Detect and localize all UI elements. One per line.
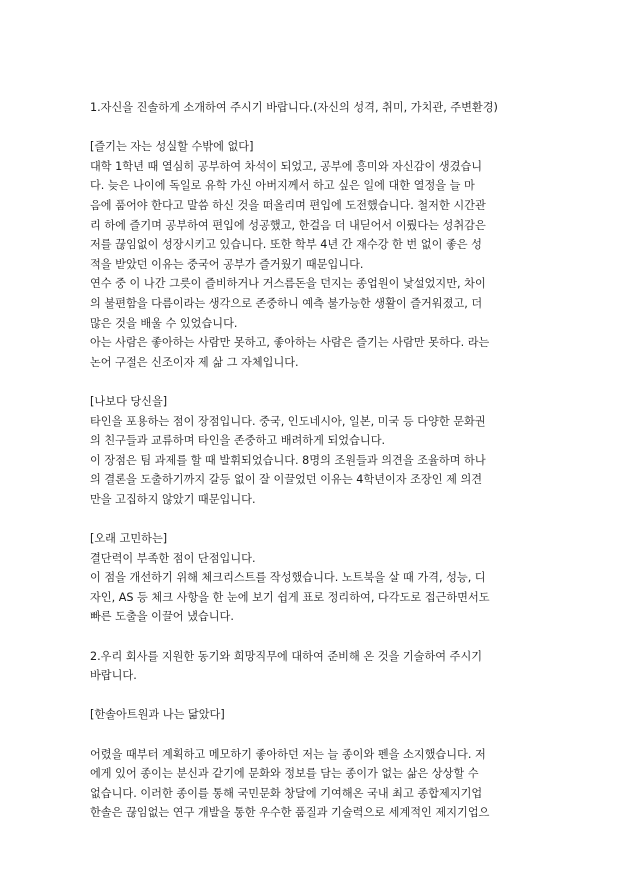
section-weakness — [90, 529, 538, 627]
document-page — [90, 98, 538, 823]
section-strength — [90, 392, 538, 510]
paragraph-line: 의 결론을 도출하기까지 갈등 없이 잘 이끌었던 이유는 4학년이자 조장인 제 의견 — [90, 473, 483, 487]
question-2 — [90, 647, 538, 686]
paragraph-line: 에게 있어 종이는 분신과 같기에 문화와 정보를 담는 종이가 없는 삶은 상상할 수 — [90, 767, 479, 781]
section-motivation-heading — [90, 705, 538, 725]
paragraph-line: 의 불편함을 다름이라는 생각으로 존중하니 예측 불가능한 생활이 즐거워졌고, 더 — [90, 296, 483, 310]
paragraph-line: 의 친구들과 교류하며 타인을 존중하고 배려하게 되었습니다. — [90, 434, 386, 448]
paragraph-line: 리 하에 즐기며 공부하여 편입에 성공했고, 한걸음 더 내딛어서 이뤘다는 성취감은 — [90, 218, 486, 232]
question-2-line: 바랍니다. — [90, 669, 137, 683]
question-1 — [90, 98, 538, 118]
section-heading: [즐기는 자는 성실할 수밖에 없다] — [90, 140, 254, 154]
question-1-line: 1.자신을 진솔하게 소개하여 주시기 바랍니다.(자신의 성격, 취미, 가치관, 주변환경) — [90, 101, 498, 114]
section-heading: [오래 고민하는] — [90, 532, 168, 546]
paragraph-line: 논어 구절은 신조이자 제 삶 그 자체입니다. — [90, 355, 299, 369]
paragraph-line: 어렸을 때부터 계획하고 메모하기 좋아하던 저는 늘 종이와 펜을 소지했습니다. 저 — [90, 747, 486, 761]
paragraph-line: 저를 끊임없이 성장시키고 있습니다. 또한 학부 4년 간 재수강 한 번 없이 좋은 성 — [90, 238, 482, 252]
paragraph-line: 이 점을 개선하기 위해 체크리스트를 작성했습니다. 노트북을 살 때 가격, 성능, 디 — [90, 571, 486, 585]
paragraph-line: 적을 받았던 이유는 중국어 공부가 즐거웠기 때문입니다. — [90, 257, 364, 271]
spacer — [90, 725, 538, 745]
paragraph-line: 없습니다. 이러한 종이를 통해 국민문화 창달에 기여해온 국내 최고 종합제지기업 — [90, 786, 483, 800]
paragraph-line: 연수 중 이 나간 그릇이 즐비하거나 거스름돈을 던지는 종업원이 낯설었지만, 차이 — [90, 277, 486, 291]
question-2-line: 2.우리 회사를 지원한 동기와 희망직무에 대하여 준비해 온 것을 기술하여 주시기 — [90, 649, 483, 663]
paragraph-line: 타인을 포용하는 점이 장점입니다. 중국, 인도네시아, 일본, 미국 등 다양한 문화권 — [90, 414, 486, 428]
paragraph-line: 음에 품어야 한다고 말씀 하신 것을 떠올리며 편입에 도전했습니다. 철저한 시간관 — [90, 198, 486, 212]
paragraph-line: 만을 고집하지 않았기 때문입니다. — [90, 492, 256, 506]
spacer — [90, 686, 538, 706]
spacer — [90, 627, 538, 647]
spacer — [90, 118, 538, 138]
paragraph-line: 대학 1학년 때 열심히 공부하여 차석이 되었고, 공부에 흥미와 자신감이 생겼습니 — [90, 159, 483, 173]
paragraph-line: 한솔은 끊임없는 연구 개발을 통한 우수한 품질과 기술력으로 세계적인 제지기업으 — [90, 806, 490, 820]
paragraph-line: 다. 늦은 나이에 독일로 유학 가신 아버지께서 하고 싶은 일에 대한 열정을 늘 마 — [90, 179, 475, 193]
section-heading: [한솔아트원과 나는 닮았다] — [90, 708, 225, 722]
section-enjoy — [90, 137, 538, 372]
section-heading: [나보다 당신을] — [90, 394, 168, 408]
paragraph-line: 결단력이 부족한 점이 단점입니다. — [90, 551, 256, 565]
spacer — [90, 372, 538, 392]
paragraph-line: 많은 것을 배울 수 있었습니다. — [90, 316, 238, 330]
spacer — [90, 509, 538, 529]
section-motivation — [90, 745, 538, 823]
paragraph-line: 이 장점은 팀 과제를 할 때 발휘되었습니다. 8명의 조원들과 의견을 조율하며 하나 — [90, 453, 486, 467]
paragraph-line: 빠른 도출을 이끌어 냈습니다. — [90, 610, 234, 624]
paragraph-line: 자인, AS 등 체크 사항을 한 눈에 보기 쉽게 표로 정리하여, 다각도로 접근하면서도 — [90, 590, 490, 604]
paragraph-line: 아는 사람은 좋아하는 사람만 못하고, 좋아하는 사람은 즐기는 사람만 못하다. 라는 — [90, 336, 490, 350]
